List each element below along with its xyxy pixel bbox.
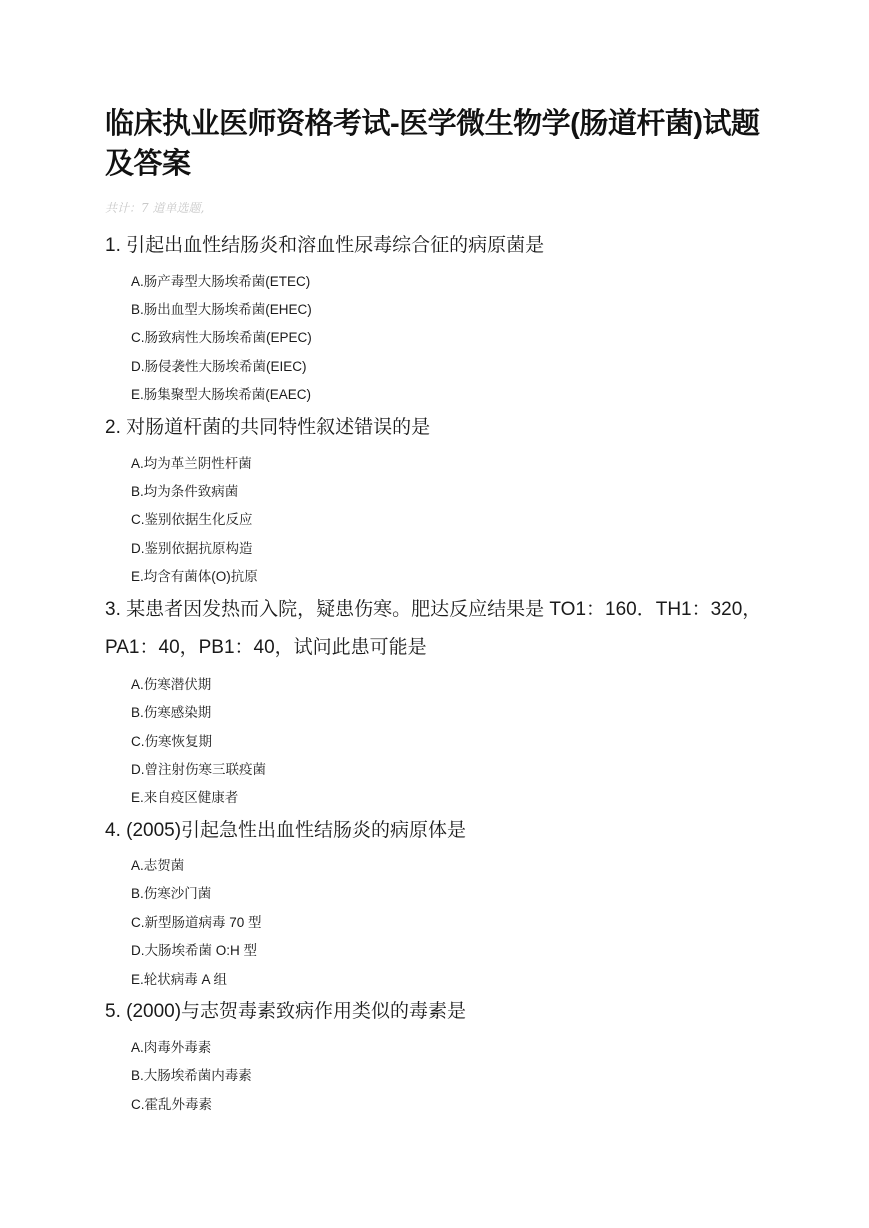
question-3-option-a: A.伤寒潜伏期 bbox=[131, 677, 212, 692]
question-5-option-c: C.霍乱外毒素 bbox=[131, 1097, 212, 1112]
question-5-option-a: A.肉毒外毒素 bbox=[131, 1040, 212, 1055]
question-3-option-c: C.伤寒恢复期 bbox=[131, 734, 212, 749]
question-4-text: 4. (2005)引起急性出血性结肠炎的病原体是 bbox=[105, 820, 467, 841]
question-1-option-a: A.肠产毒型大肠埃希菌(ETEC) bbox=[131, 274, 311, 289]
question-5-text: 5. (2000)与志贺毒素致病作用类似的毒素是 bbox=[105, 1001, 467, 1022]
question-5-option-b: B.大肠埃希菌内毒素 bbox=[131, 1068, 252, 1083]
question-1-option-d: D.肠侵袭性大肠埃希菌(EIEC) bbox=[131, 359, 307, 374]
question-1-option-e: E.肠集聚型大肠埃希菌(EAEC) bbox=[131, 387, 312, 402]
question-2-option-b: B.均为条件致病菌 bbox=[131, 484, 239, 499]
question-2-option-c: C.鉴别依据生化反应 bbox=[131, 512, 253, 527]
document-title: 临床执业医师资格考试-医学微生物学(肠道杆菌)试题及答案 bbox=[105, 108, 760, 180]
question-1-text: 1. 引起出血性结肠炎和溶血性尿毒综合征的病原菌是 bbox=[105, 235, 545, 256]
question-count-summary: 共计：7 道单选题, bbox=[105, 201, 205, 215]
question-2-text: 2. 对肠道杆菌的共同特性叙述错误的是 bbox=[105, 417, 431, 438]
question-4-option-b: B.伤寒沙门菌 bbox=[131, 886, 212, 901]
question-4-option-a: A.志贺菌 bbox=[131, 858, 185, 873]
question-4-option-c: C.新型肠道病毒 70 型 bbox=[131, 915, 262, 930]
question-1-option-c: C.肠致病性大肠埃希菌(EPEC) bbox=[131, 330, 312, 345]
question-3-option-d: D.曾注射伤寒三联疫菌 bbox=[131, 762, 266, 777]
question-3-text: 3. 某患者因发热而入院，疑患伤寒。肥达反应结果是 TO1：160．TH1：320，PA1：40，PB1：40，试问此患可能是 bbox=[105, 599, 762, 658]
question-2-option-d: D.鉴别依据抗原构造 bbox=[131, 541, 253, 556]
question-2-option-a: A.均为革兰阴性杆菌 bbox=[131, 456, 252, 471]
question-4-option-e: E.轮状病毒 A 组 bbox=[131, 972, 228, 987]
question-1-option-b: B.肠出血型大肠埃希菌(EHEC) bbox=[131, 302, 312, 317]
question-3-option-e: E.来自疫区健康者 bbox=[131, 790, 239, 805]
question-2-option-e: E.均含有菌体(O)抗原 bbox=[131, 569, 258, 584]
question-3-option-b: B.伤寒感染期 bbox=[131, 705, 212, 720]
question-4-option-d: D.大肠埃希菌 O:H 型 bbox=[131, 943, 258, 958]
